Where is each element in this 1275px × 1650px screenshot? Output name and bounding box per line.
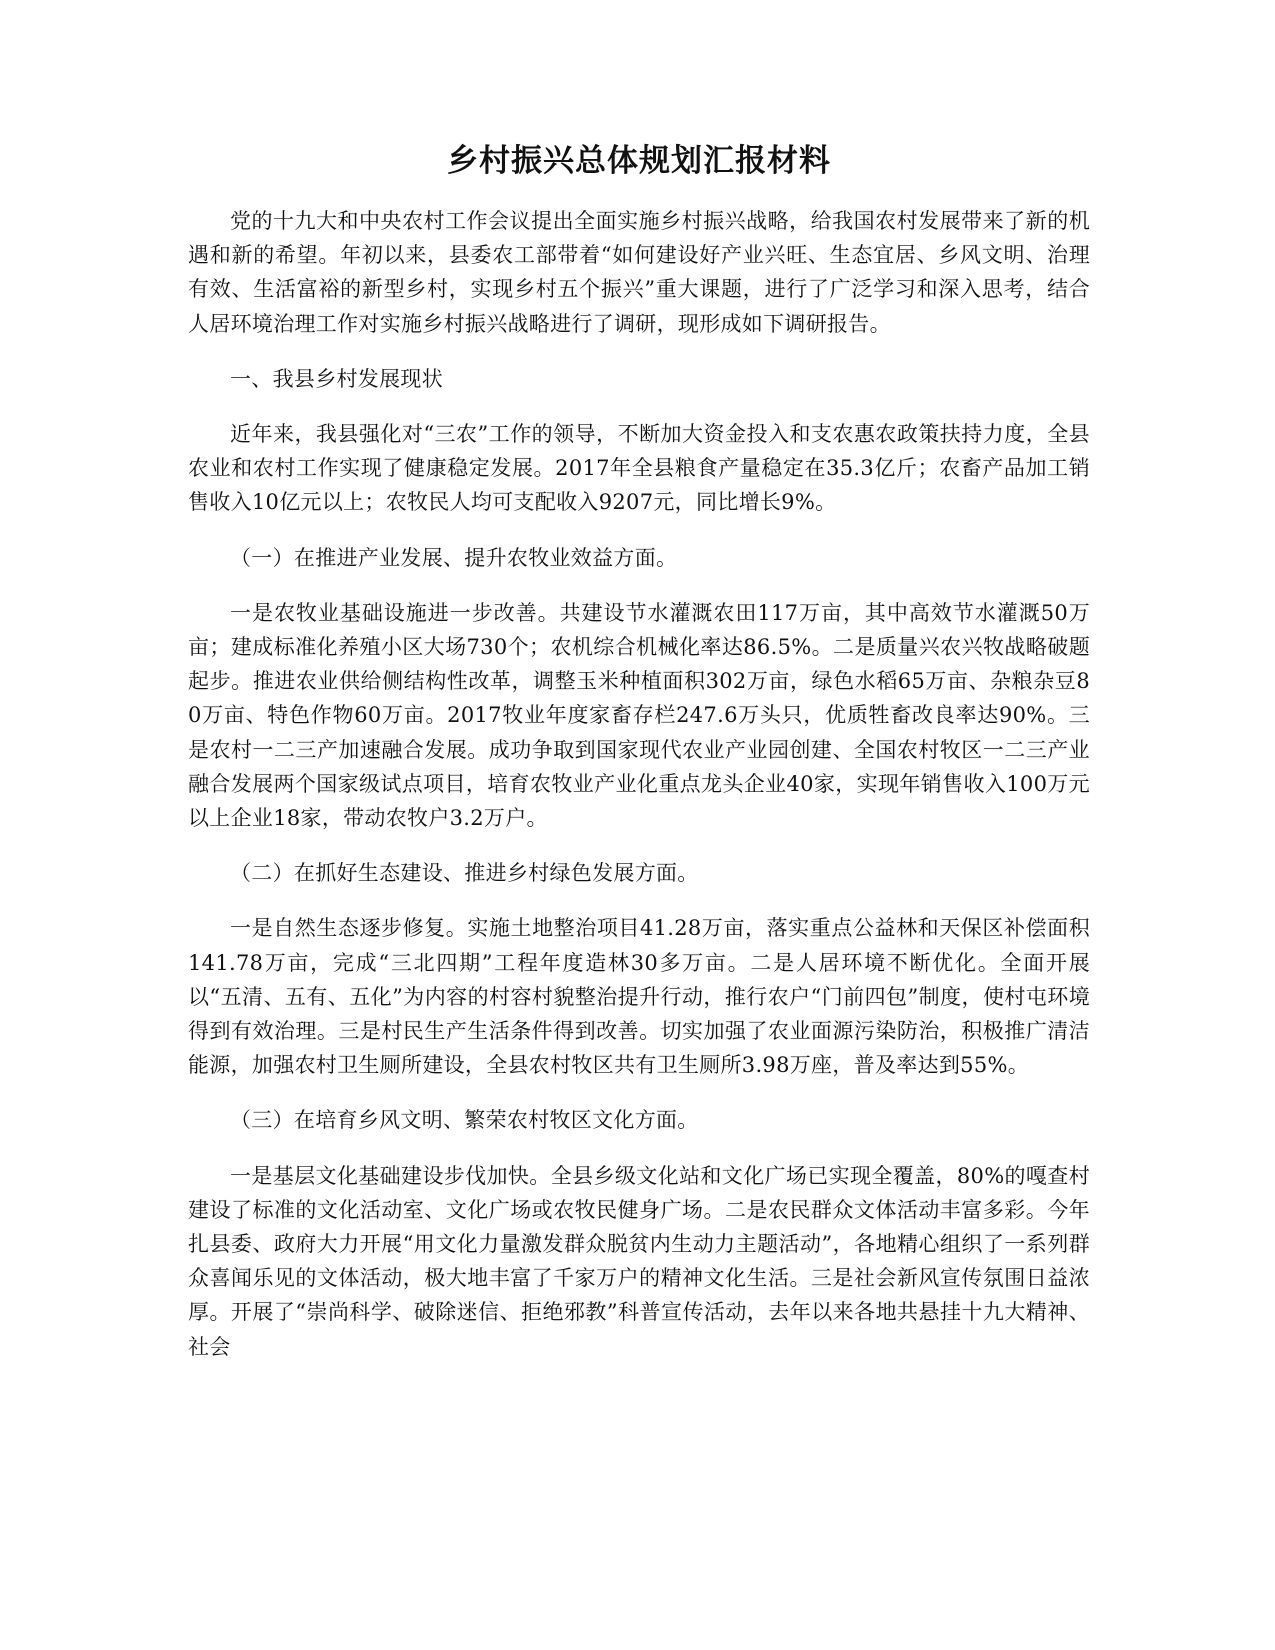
ecology-paragraph: 一是自然生态逐步修复。实施土地整治项目41.28万亩，落实重点公益林和天保区补偿面积141.78万亩，完成“三北四期”工程年度造林30多万亩。二是人居环境不断优化。全面开展以“五清、五有、五化”为内容的村容村貌整治提升行动，推行农户“门前四包”制度，使村屯环境得到有效治理。三是村民生产生活条件得到改善。切实加强了农业面源污染防治，积极推广清洁能源，加强农村卫生厕所建设，全县农村牧区共有卫生厕所3.98万座，普及率达到55%。 [188, 916, 1090, 1078]
document-title: 乡村振兴总体规划汇报材料 [447, 143, 831, 179]
intro-paragraph: 党的十九大和中央农村工作会议提出全面实施乡村振兴战略，给我国农村发展带来了新的机遇和新的希望。年初以来，县委农工部带着“如何建设好产业兴旺、生态宜居、乡风文明、治理有效、生活富裕的新型乡村，实现乡村五个振兴”重大课题，进行了广泛学习和深入思考，结合人居环境治理工作对实施乡村振兴战略进行了调研，现形成如下调研报告。 [188, 209, 1090, 336]
document-body [188, 138, 1090, 1385]
section-heading-status: 一、我县乡村发展现状 [230, 366, 443, 391]
culture-paragraph: 一是基层文化基础建设步伐加快。全县乡级文化站和文化广场已实现全覆盖，80%的嘎查村建设了标准的文化活动室、文化广场或农牧民健身广场。二是农民群众文体活动丰富多彩。今年扎县委、政府大力开展“用文化力量激发群众脱贫内生动力主题活动”，各地精心组织了一系列群众喜闻乐见的文体活动，极大地丰富了千家万户的精神文化生活。三是社会新风宣传氛围日益浓厚。开展了“崇尚科学、破除迷信、拒绝邪教”科普宣传活动，去年以来各地共悬挂十九大精神、社会 [188, 1163, 1090, 1359]
industry-paragraph: 一是农牧业基础设施进一步改善。共建设节水灌溉农田117万亩，其中高效节水灌溉50万亩；建成标准化养殖小区大场730个；农机综合机械化率达86.5%。二是质量兴农兴牧战略破题起步。推进农业供给侧结构性改革，调整玉米种植面积302万亩，绿色水稻65万亩、杂粮杂豆80万亩、特色作物60万亩。2017牧业年度家畜存栏247.6万头只，优质牲畜改良率达90%。三是农村一二三产加速融合发展。成功争取到国家现代农业产业园创建、全国农村牧区一二三产业融合发展两个国家级试点项目，培育农牧业产业化重点龙头企业40家，实现年销售收入100万元以上企业18家，带动农牧户3.2万户。 [188, 600, 1090, 831]
status-paragraph: 近年来，我县强化对“三农”工作的领导，不断加大资金投入和支农惠农政策扶持力度，全县农业和农村工作实现了健康稳定发展。2017年全县粮食产量稳定在35.3亿斤；农畜产品加工销售收入10亿元以上；农牧民人均可支配收入9207元，同比增长9%。 [188, 422, 1090, 515]
subheading-ecology: （二）在抓好生态建设、推进乡村绿色发展方面。 [230, 861, 699, 886]
subheading-culture: （三）在培育乡风文明、繁荣农村牧区文化方面。 [230, 1108, 699, 1133]
subheading-industry: （一）在推进产业发展、提升农牧业效益方面。 [230, 545, 678, 570]
